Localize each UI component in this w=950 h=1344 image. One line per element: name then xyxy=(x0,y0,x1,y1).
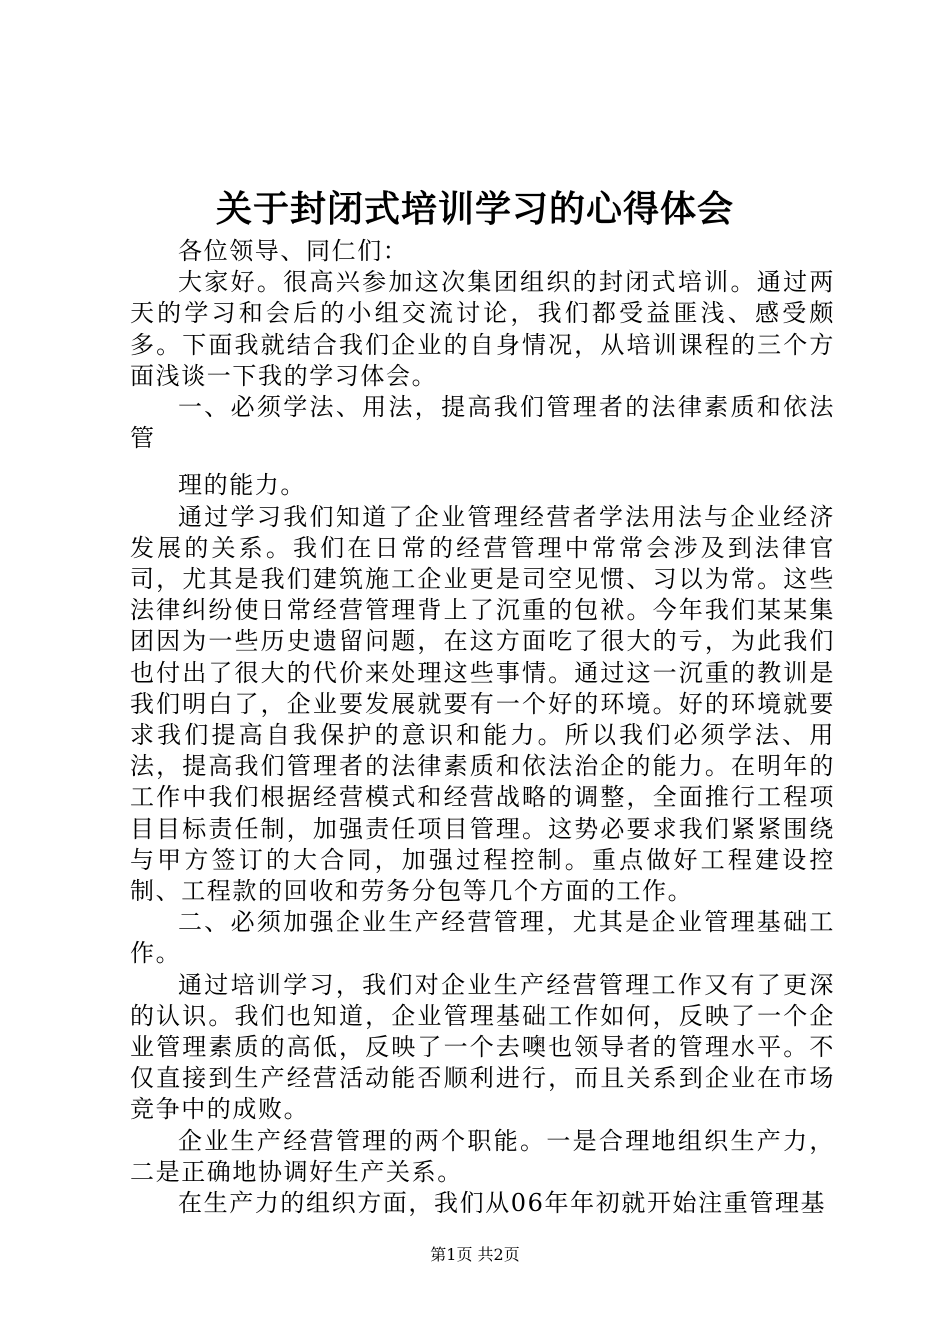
paragraph-intro: 大家好。很高兴参加这次集团组织的封闭式培训。通过两天的学习和会后的小组交流讨论，我们都受益匪浅、感受颇多。下面我就结合我们企业的自身情况，从培训课程的三个方面浅谈一下我的学习体会。 xyxy=(130,268,835,390)
page-footer: 第1页 共2页 xyxy=(430,1245,520,1264)
paragraph-productivity: 在生产力的组织方面，我们从06年年初就开始注重管理基 xyxy=(178,1189,827,1218)
paragraph-salutation: 各位领导、同仁们： xyxy=(178,237,409,265)
paragraph-section-2-body: 通过培训学习，我们对企业生产经营管理工作又有了更深的认识。我们也知道，企业管理基础工作如何，反映了一个企业管理素质的高低，反映了一个去噢也领导者的管理水平。不仅直接到生产经营活动能否顺利进行，而且关系到企业在市场竞争中的成败。 xyxy=(130,970,835,1124)
document-body xyxy=(130,236,835,1219)
paragraph-management-functions: 企业生产经营管理的两个职能。一是合理地组织生产力，二是正确地协调好生产关系。 xyxy=(130,1126,835,1186)
document-title: 关于封闭式培训学习的心得体会 xyxy=(215,188,734,230)
paragraph-section-1-body: 通过学习我们知道了企业管理经营者学法用法与企业经济发展的关系。我们在日常的经营管理中常常会涉及到法律官司，尤其是我们建筑施工企业更是司空见惯、习以为常。这些法律纠纷使日常经营管理背上了沉重的包袱。今年我们某某集团因为一些历史遗留问题，在这方面吃了很大的亏，为此我们也付出了很大的代价来处理这些事情。通过这一沉重的教训是我们明白了，企业要发展就要有一个好的环境。好的环境就要求我们提高自我保护的意识和能力。所以我们必须学法、用法，提高我们管理者的法律素质和依法治企的能力。在明年的工作中我们根据经营模式和经营战略的调整，全面推行工程项目目标责任制，加强责任项目管理。这势必要求我们紧紧围绕与甲方签订的大合同，加强过程控制。重点做好工程建设控制、工程款的回收和劳务分包等几个方面的工作。 xyxy=(130,502,835,906)
section-heading-2: 二、必须加强企业生产经营管理，尤其是企业管理基础工作。 xyxy=(130,908,835,968)
section-heading-1: 一、必须学法、用法，提高我们管理者的法律素质和依法管 xyxy=(130,393,835,453)
section-heading-1-continued: 理的能力。 xyxy=(178,471,306,500)
